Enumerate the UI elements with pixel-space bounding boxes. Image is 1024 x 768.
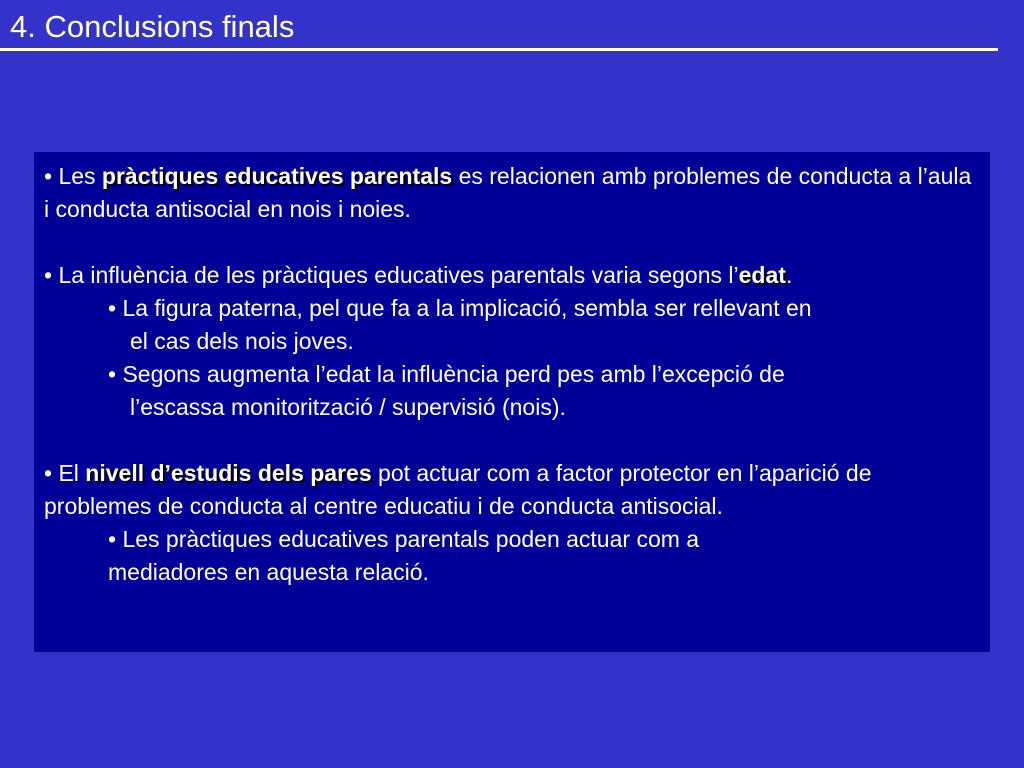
bullet-parent-education: [44, 457, 980, 523]
bullet-practices-post: es relacionen amb problemes de conducta a l’aula i conducta antisocial en nois i noies.: [44, 163, 972, 222]
sub-bullet-father-line1: • La figura paterna, pel que fa a la implicació, sembla ser rellevant en: [108, 295, 812, 321]
bullet-parent-education-post: pot actuar com a factor protector en l’aparició de problemes de conducta al centre educatiu i de conducta antisocial.: [44, 460, 872, 519]
slide-title: 4. Conclusions finals: [10, 9, 295, 44]
spacer: [44, 226, 980, 259]
sub-bullet-mediators-line2: mediadores en aquesta relació.: [108, 559, 429, 585]
bullet-parent-education-pre: • El: [44, 460, 86, 486]
bullet-age: [44, 259, 980, 292]
sub-bullet-father-line2: el cas dels nois joves.: [130, 328, 354, 354]
bullet-parent-education-emphasis: nivell d’estudis dels pares: [85, 460, 372, 486]
bullet-age-emphasis: edat: [738, 262, 786, 288]
bullet-practices-pre: • Les: [44, 163, 102, 189]
bullet-age-pre: • La influència de les pràctiques educatives parentals varia segons l’: [44, 262, 739, 288]
content-box: [34, 152, 990, 652]
bullet-age-post: .: [785, 262, 793, 288]
spacer: [44, 424, 980, 457]
bullet-practices-emphasis: pràctiques educatives parentals: [101, 163, 453, 189]
title-underline: [0, 48, 998, 51]
bullet-practices: [44, 160, 980, 226]
sub-bullet-age-line1: • Segons augmenta l’edat la influència perd pes amb l’excepció de: [108, 361, 785, 387]
sub-bullet-mediators-line1: • Les pràctiques educatives parentals poden actuar com a: [108, 526, 700, 552]
sub-bullet-age-line2: l’escassa monitorització / supervisió (nois).: [130, 394, 566, 420]
